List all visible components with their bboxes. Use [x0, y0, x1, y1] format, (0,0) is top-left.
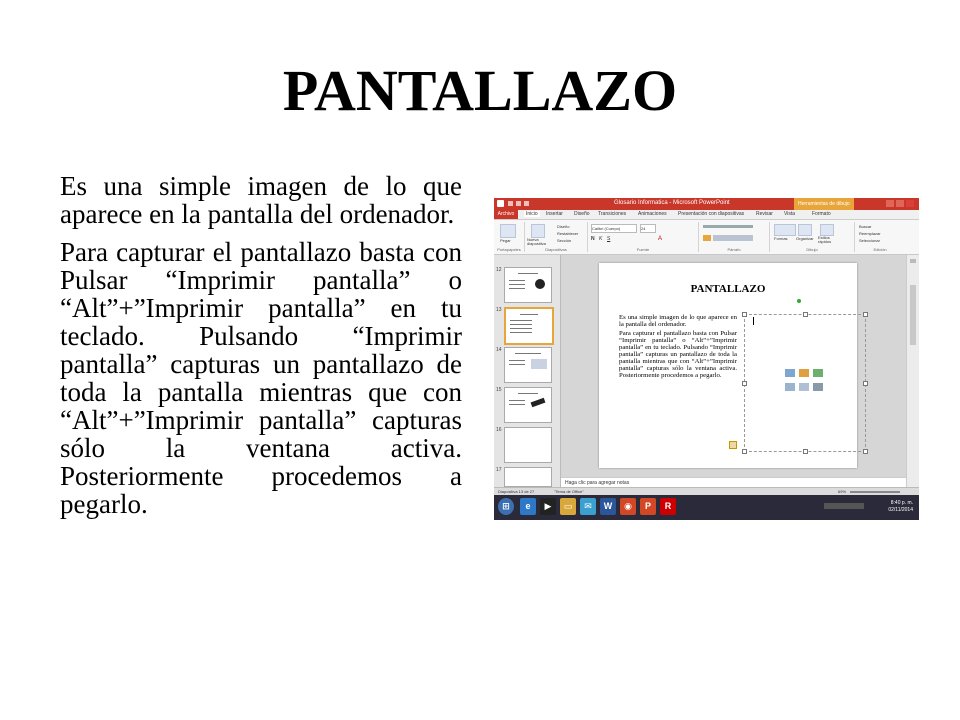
tab-presentacion[interactable]: Presentación con diapositivas [678, 211, 745, 217]
redo-icon[interactable] [524, 201, 529, 206]
ribbon-tabs [494, 210, 919, 220]
save-icon[interactable] [508, 201, 513, 206]
group-label: Párrafo [727, 247, 741, 252]
body-paragraph-1: Es una simple imagen de lo que aparece en la pantalla del ordenador. [60, 171, 462, 229]
contextual-tab-label: Herramientas de dibujo [794, 198, 854, 210]
mini-slide-body[interactable] [619, 314, 737, 381]
new-slide-icon[interactable] [531, 224, 545, 238]
thumb-title-line [518, 273, 538, 274]
thumb-image [535, 279, 545, 289]
resize-handle[interactable] [863, 449, 868, 454]
group-editing [855, 222, 905, 252]
design-button[interactable]: Diseño [557, 224, 570, 229]
slide-title: PANTALLAZO [282, 58, 678, 123]
group-label: Dibujo [806, 247, 818, 252]
undo-icon[interactable] [516, 201, 521, 206]
insert-smartart-icon[interactable] [813, 369, 823, 377]
bold-icon[interactable]: N [591, 236, 595, 242]
alignment-icons[interactable] [713, 235, 753, 241]
group-font [588, 222, 699, 252]
insert-content-icons [785, 369, 825, 397]
slide-editing-area[interactable] [561, 255, 906, 477]
insert-chart-icon[interactable] [799, 369, 809, 377]
shapes-icon[interactable] [774, 224, 796, 236]
tab-diseno[interactable]: Diseño [574, 211, 590, 217]
insert-clipart-icon[interactable] [799, 383, 809, 391]
rotation-handle-icon[interactable] [797, 299, 801, 303]
slide-count: Diapositiva 13 de 27 [498, 489, 535, 494]
tab-transiciones[interactable]: Transiciones [598, 211, 627, 217]
insert-picture-icon[interactable] [785, 383, 795, 391]
tab-archivo[interactable]: Archivo [494, 210, 518, 219]
clock-date: 02/11/2014 [888, 507, 913, 513]
tab-formato[interactable]: Formato [812, 211, 831, 217]
underline-icon[interactable]: S [607, 236, 611, 242]
thumb-line [509, 360, 525, 361]
tab-revisar[interactable]: Revisar [756, 211, 773, 217]
mini-paragraph-1: Es una simple imagen de lo que aparece en la pantalla del ordenador. [619, 314, 737, 328]
resize-handle[interactable] [742, 381, 747, 386]
system-tray-icons[interactable] [824, 503, 864, 509]
thumb-number: 14 [496, 347, 502, 353]
minimize-icon[interactable] [886, 200, 894, 207]
zoom-level[interactable]: 69% [838, 489, 847, 494]
slide-body [60, 172, 462, 528]
group-label: Fuente [636, 247, 650, 252]
thumb-line [509, 364, 525, 365]
scroll-up-icon[interactable] [910, 259, 916, 263]
thumb-title-line [515, 353, 541, 354]
thumb-title-line [518, 393, 538, 394]
group-drawing [770, 222, 855, 252]
thumb-line [510, 328, 532, 329]
tab-insertar[interactable]: Insertar [546, 211, 563, 217]
font-color-icon[interactable]: A [658, 236, 663, 242]
thumb-line [509, 288, 525, 289]
arrange-label: Organizar [796, 236, 814, 241]
quick-styles-label: Estilos rápidos [818, 235, 832, 244]
text-cursor [753, 317, 754, 325]
start-button-icon[interactable]: ⊞ [498, 498, 514, 515]
resize-handle[interactable] [742, 449, 747, 454]
slide-thumbnail[interactable] [504, 267, 552, 303]
thumb-line [509, 400, 525, 401]
thumb-number: 13 [496, 307, 502, 313]
internet-explorer-icon[interactable]: e [520, 498, 536, 515]
select-button[interactable]: Seleccionar [859, 238, 880, 243]
resize-handle[interactable] [863, 381, 868, 386]
arrange-icon[interactable] [798, 224, 812, 236]
powerpoint-icon[interactable]: P [640, 498, 656, 515]
thumb-line [510, 324, 532, 325]
red-app-icon[interactable]: R [660, 498, 676, 515]
slide-thumbnail[interactable] [504, 467, 552, 487]
resize-handle[interactable] [803, 312, 808, 317]
new-slide-label: Nueva diapositiva [527, 237, 546, 246]
font-name-select[interactable]: Calibri (Cuerpo) [591, 224, 637, 233]
thumb-line [510, 332, 532, 333]
group-slides [525, 222, 588, 252]
thumb-title-line [520, 314, 538, 315]
paste-icon[interactable] [500, 224, 516, 238]
thumb-image [531, 359, 547, 369]
word-icon[interactable]: W [600, 498, 616, 515]
notes-placeholder[interactable]: Haga clic para agregar notas [565, 480, 630, 486]
thumb-image [531, 398, 546, 407]
italic-icon[interactable]: K [599, 236, 603, 242]
mini-paragraph-2: Para capturar el pantallazo basta con Pulsar “Imprimir pantalla” o “Alt”+”Imprimir pantalla” en tu teclado. Pulsando “Imprimir pantalla” capturas un pantallazo de toda la pantalla mientras que con “Alt”+”Imprimir pantalla” capturas sólo la ventana activa. Posteriormente procedemos a pegarlo. [619, 330, 737, 379]
thumb-line [509, 280, 525, 281]
section-button[interactable]: Sección [557, 238, 572, 243]
group-label: Diapositivas [545, 247, 567, 252]
scroll-thumb[interactable] [910, 285, 916, 345]
tab-animaciones[interactable]: Animaciones [638, 211, 667, 217]
current-slide[interactable] [599, 263, 857, 468]
chrome-icon[interactable]: ◉ [620, 498, 636, 515]
font-size-select[interactable]: 24 [640, 224, 656, 233]
maximize-icon[interactable] [896, 200, 904, 207]
paste-label: Pegar [500, 238, 511, 243]
close-icon[interactable] [906, 200, 914, 207]
reset-button[interactable]: Restablecer [557, 231, 579, 236]
window-title: Glosario Informatica - Microsoft PowerPoint [614, 200, 730, 206]
group-clipboard [494, 222, 525, 252]
resize-handle[interactable] [742, 312, 747, 317]
outlook-icon[interactable]: ✉ [580, 498, 596, 515]
theme-name: "Tema de Office" [554, 489, 584, 494]
powerpoint-screenshot [494, 198, 919, 520]
group-label: Portapapeles [497, 247, 521, 252]
resize-handle[interactable] [863, 312, 868, 317]
window-title-bar [494, 198, 919, 210]
media-player-icon[interactable]: ▶ [540, 498, 556, 515]
thumb-number: 15 [496, 387, 502, 393]
resize-handle[interactable] [803, 449, 808, 454]
group-label: Edición [873, 247, 887, 252]
file-explorer-icon[interactable]: ▭ [560, 498, 576, 515]
thumb-line [509, 404, 525, 405]
insert-media-icon[interactable] [813, 383, 823, 391]
slide-thumbnails-pane [494, 255, 561, 487]
thumb-number: 17 [496, 467, 502, 473]
thumb-number: 12 [496, 267, 502, 273]
zoom-slider[interactable] [850, 491, 900, 493]
ribbon [494, 220, 919, 255]
mini-slide-title[interactable]: PANTALLAZO [690, 283, 766, 295]
slide-thumbnail[interactable] [504, 387, 552, 423]
clock-time: 8:40 p. m. [890, 500, 913, 506]
insert-table-icon[interactable] [785, 369, 795, 377]
taskbar-clock[interactable] [888, 500, 913, 514]
slide-thumbnail-selected[interactable] [504, 307, 554, 345]
tab-inicio[interactable]: Inicio [526, 211, 538, 217]
group-paragraph [699, 222, 770, 252]
tab-vista[interactable]: Vista [784, 211, 796, 217]
thumb-line [510, 320, 532, 321]
thumb-line [509, 284, 525, 285]
powerpoint-logo-icon [497, 200, 504, 207]
shapes-label: Formas [774, 236, 788, 241]
slide-thumbnail[interactable] [504, 427, 552, 463]
vertical-scrollbar[interactable] [906, 255, 919, 487]
align-left-icon[interactable] [703, 235, 711, 241]
autofit-options-icon[interactable] [729, 441, 737, 449]
find-button[interactable]: Buscar [859, 224, 872, 229]
thumb-number: 16 [496, 427, 502, 433]
list-icon[interactable] [703, 225, 753, 228]
slide-thumbnail[interactable] [504, 347, 552, 383]
content-placeholder[interactable] [744, 314, 866, 452]
windows-taskbar [494, 495, 919, 520]
replace-button[interactable]: Reemplazar [859, 231, 881, 236]
body-paragraph-2: Para capturar el pantallazo basta con Pulsar “Imprimir pantalla” o “Alt”+”Imprimir pantalla” en tu teclado. Pulsando “Imprimir pantalla” capturas un pantallazo de toda la pantalla mientras que con “Alt”+”Imprimir pantalla” capturas sólo la ventana activa. Posteriormente procedemos a pegarlo. [60, 237, 462, 519]
